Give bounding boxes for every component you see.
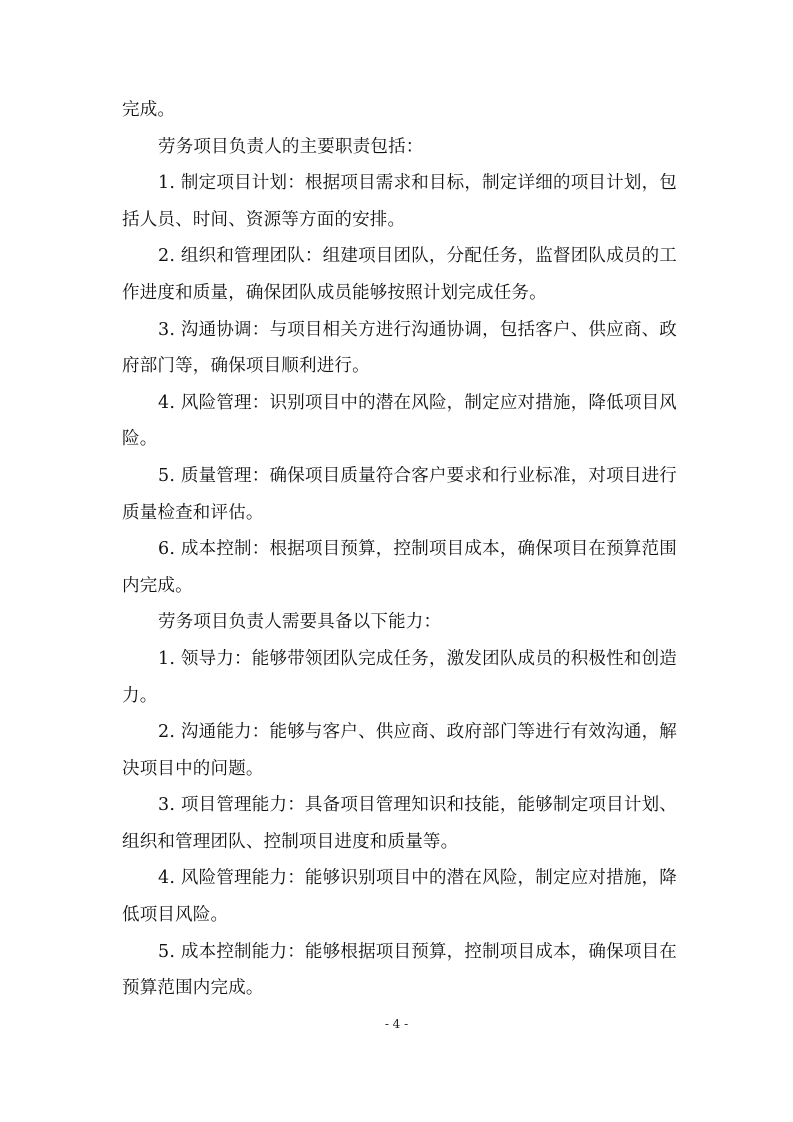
paragraph-5: 3. 沟通协调：与项目相关方进行沟通协调，包括客户、供应商、政府部门等，确保项目顺利进行。 [122,319,677,377]
paragraph-7: 5. 质量管理：确保项目质量符合客户要求和行业标准，对项目进行质量检查和评估。 [122,465,677,523]
paragraph-1: 完成。 [122,100,176,120]
paragraph-4: 2. 组织和管理团队：组建项目团队，分配任务，监督团队成员的工作进度和质量，确保团队成员能够按照计划完成任务。 [122,246,677,303]
paragraph-8: 6. 成本控制：根据项目预算，控制项目成本，确保项目在预算范围内完成。 [122,539,677,596]
paragraph-13: 4. 风险管理能力：能够识别项目中的潜在风险，制定应对措施，降低项目风险。 [122,868,677,926]
paragraph-12: 3. 项目管理能力：具备项目管理知识和技能，能够制定项目计划、组织和管理团队、控制项目进度和质量等。 [122,795,677,852]
page-number: - 4 - [384,1017,409,1031]
paragraph-2: 劳务项目负责人的主要职责包括： [158,136,424,157]
paragraph-10: 1. 领导力：能够带领团队完成任务，激发团队成员的积极性和创造力。 [122,648,677,706]
paragraph-11: 2. 沟通能力：能够与客户、供应商、政府部门等进行有效沟通，解决项目中的问题。 [122,722,677,779]
paragraph-6: 4. 风险管理：识别项目中的潜在风险，制定应对措施，降低项目风险。 [122,392,677,450]
paragraph-9: 劳务项目负责人需要具备以下能力： [158,612,442,633]
paragraph-14: 5. 成本控制能力：能够根据项目预算，控制项目成本，确保项目在预算范围内完成。 [122,941,677,999]
document-body [122,92,677,1007]
paragraph-3: 1. 制定项目计划：根据项目需求和目标，制定详细的项目计划，包括人员、时间、资源等方面的安排。 [122,173,677,230]
